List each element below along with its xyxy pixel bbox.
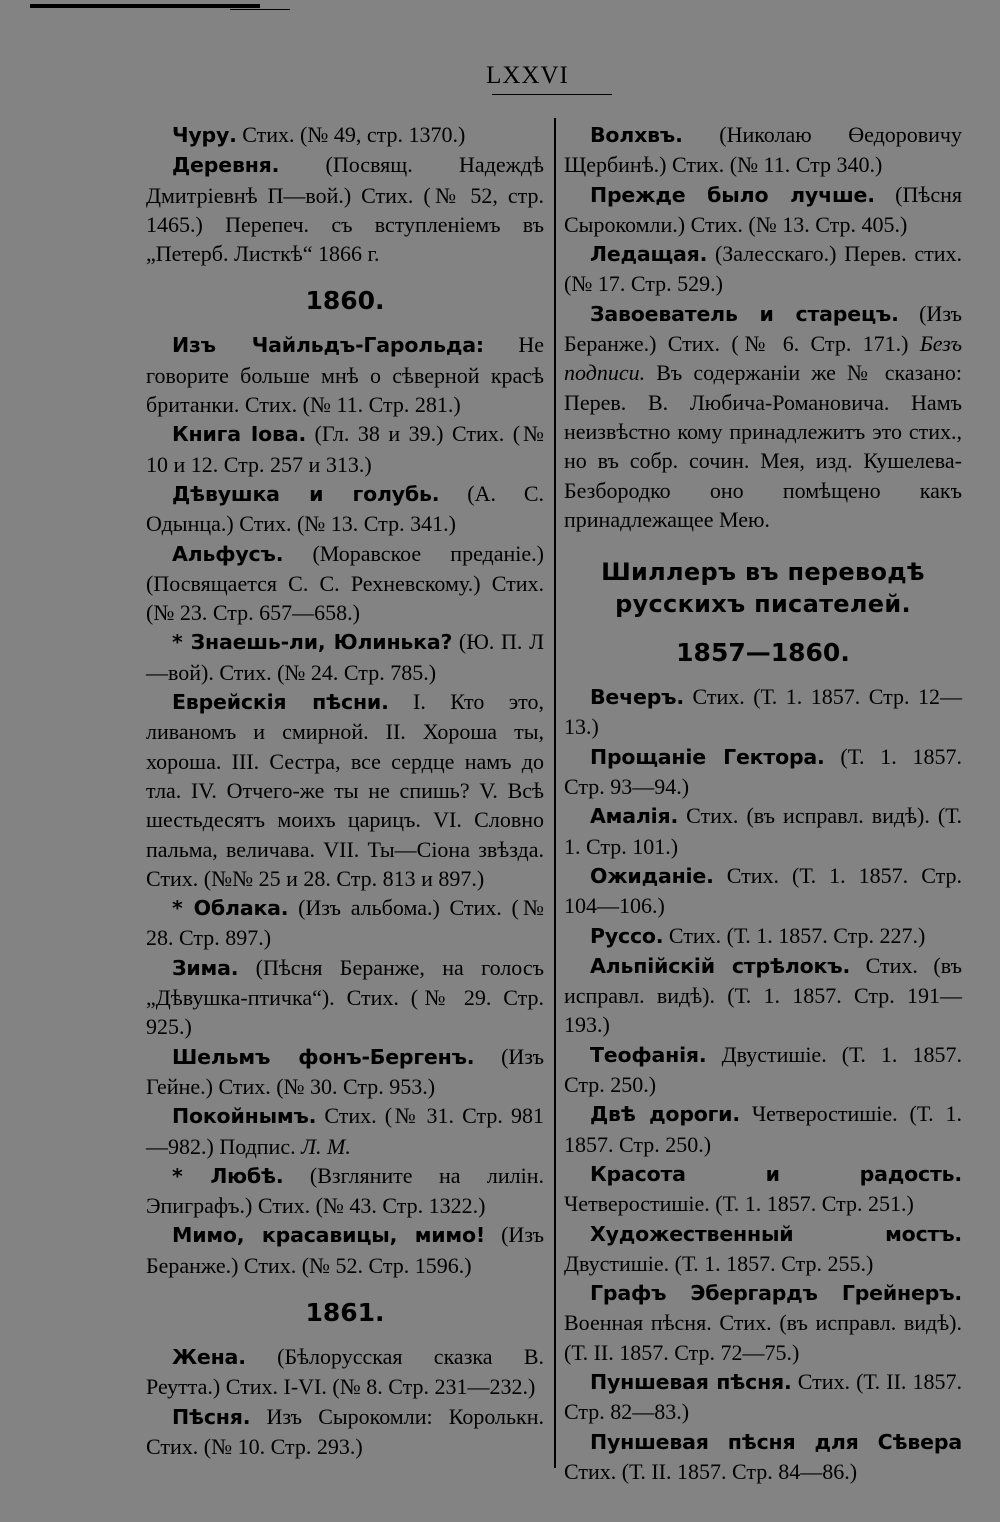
left-column xyxy=(146,120,544,1461)
entry-details: (Моравское преданіе.) (Посвящается С. С. Рехневскому.) Стих. (№ 23. Стр. 657—658.) xyxy=(146,540,544,626)
entry-title: Амалія. xyxy=(590,804,679,829)
index-entry xyxy=(146,1220,544,1280)
index-entry xyxy=(564,120,962,180)
entry-title: Прощаніе Гектора. xyxy=(590,744,825,769)
top-rule-thin xyxy=(230,9,290,10)
index-entry xyxy=(146,1342,544,1402)
index-entry xyxy=(146,953,544,1042)
section-title: Шиллеръ въ переводѣ русскихъ писателей. xyxy=(601,558,925,619)
column-divider xyxy=(554,118,556,1468)
entry-details: (Изъ Гейне.) Стих. (№ 30. Стр. 953.) xyxy=(146,1043,544,1099)
entry-details: (Изъ Беранже.) Стих. (№ 6. Стр. 171.) xyxy=(564,300,963,357)
entry-details: (Изъ Беранже.) Стих. (№ 52. Стр. 1596.) xyxy=(146,1222,545,1278)
entry-details: (Залесскаго.) Перев. стих. (№ 17. Стр. 529.) xyxy=(564,241,962,297)
entry-signature: Л. М. xyxy=(301,1133,351,1159)
entry-details: (Т. 1. 1857. Стр. 93—94.) xyxy=(564,743,963,800)
entry-title: Художественный мостъ. xyxy=(590,1221,962,1246)
entry-details: (Ю. П. Л—вой). Стих. (№ 24. Стр. 785.) xyxy=(146,629,544,685)
page-number: LXXVI xyxy=(486,62,569,89)
index-entry xyxy=(146,627,544,687)
index-entry xyxy=(564,239,962,299)
entry-title: Завоеватель и старецъ. xyxy=(590,301,899,326)
entry-title: Мимо, красавицы, мимо! xyxy=(172,1223,486,1248)
entry-details: Стих. (Т. 1. 1857. Стр. 227.) xyxy=(663,922,926,948)
index-entry xyxy=(146,1402,544,1462)
index-entry xyxy=(564,742,962,802)
index-entry xyxy=(146,330,544,419)
entry-title: * Облака. xyxy=(172,896,289,921)
entry-details: Четверостишіе. (Т. 1. 1857. Стр. 251.) xyxy=(564,1191,914,1217)
entry-details: (Пѣсня Беранже, на голосъ „Дѣвушка-птичка“). Стих. (№ 29. Стр. 925.) xyxy=(146,954,544,1040)
year-heading: 1857—1860. xyxy=(676,638,850,668)
entry-title: Ожиданіе. xyxy=(590,863,714,888)
entry-details: (Николаю Өедоровичу Щербинѣ.) Стих. (№ 11. Стр 340.) xyxy=(564,122,962,178)
index-entry xyxy=(146,419,544,479)
index-entry xyxy=(564,682,962,742)
entry-details: (Бѣлорусская сказка В. Реутта.) Стих. I-VI. (№ 8. Стр. 231—232.) xyxy=(146,1343,544,1400)
entry-title: Покойнымъ. xyxy=(172,1104,317,1129)
entry-title: Пѣсня. xyxy=(172,1404,251,1429)
index-entry xyxy=(146,120,544,150)
entry-title: Еврейскія пѣсни. xyxy=(172,690,389,715)
entry-title: * Любѣ. xyxy=(172,1163,284,1188)
index-entry xyxy=(564,861,962,921)
entry-title: Прежде было лучше. xyxy=(590,182,875,207)
entry-title: Изъ Чайльдъ-Гарольда: xyxy=(172,333,484,358)
entry-details: Не говорите больше мнѣ о сѣверной красѣ британки. Стих. (№ 11. Стр. 281.) xyxy=(146,332,544,418)
index-entry xyxy=(564,1040,962,1100)
index-entry xyxy=(564,801,962,861)
index-entry xyxy=(146,687,544,893)
entry-details: Четверостишіе. (Т. 1. 1857. Стр. 250.) xyxy=(564,1101,963,1157)
entry-details: I. Кто это, ливаномъ и смирной. II. Хороша ты, хороша. III. Сестра, все сердце намъ до тла. IV. Отчего-же ты не спишь? V. Всѣ шестьдесятъ моихъ царицъ. VI. Словно пальма, величава. VII. Ты—Сіона звѣзда. Стих. (№№ 25 и 28. Стр. 813 и 897.) xyxy=(146,689,544,891)
entry-details: (Взгляните на лилін. Эпиграфъ.) Стих. (№ 43. Стр. 1322.) xyxy=(146,1162,544,1219)
entry-details: (А. С. Одынца.) Стих. (№ 13. Стр. 341.) xyxy=(146,480,544,537)
entry-title: Графъ Эбергардъ Грейнеръ. xyxy=(590,1281,962,1306)
entry-details: Стих. (№ 31. Стр. 981—982.) Подпис. xyxy=(146,1103,544,1159)
entry-details: Двустишіе. (Т. 1. 1857. Стр. 255.) xyxy=(564,1250,874,1276)
index-entry xyxy=(146,1042,544,1102)
entry-details: Стих. (Т. II. 1857. Стр. 84—86.) xyxy=(564,1458,858,1484)
index-entry xyxy=(564,1219,962,1279)
index-entry xyxy=(564,951,962,1040)
entry-title: Альпійскій стрѣлокъ. xyxy=(590,953,851,978)
index-entry xyxy=(146,893,544,953)
entry-title: Шельмъ фонъ-Бергенъ. xyxy=(172,1044,475,1069)
index-entry xyxy=(146,1101,544,1161)
entry-title: Теофанія. xyxy=(590,1042,707,1067)
year-heading: 1861. xyxy=(305,1297,385,1327)
entry-details: (Гл. 38 и 39.) Стих. (№ 10 и 12. Стр. 257 и 313.) xyxy=(146,421,544,477)
index-entry xyxy=(564,1099,962,1159)
entry-title: Пуншевая пѣсня. xyxy=(590,1369,792,1394)
entry-note: Въ содержаніи же № сказано: Перев. В. Любича-Романовича. Намъ неизвѣстно кому принадлежитъ это стих., но въ собр. сочин. Мея, изд. Кушелева-Безбородко оно помѣщено какъ принадлежащее Мею. xyxy=(564,360,962,532)
entry-title: Пуншевая пѣсня для Сѣвера xyxy=(590,1429,962,1454)
page-number-rule xyxy=(492,94,612,95)
entry-details: Стих. (№ 49, стр. 1370.) xyxy=(236,122,466,147)
entry-details: Стих. (въ исправл. видѣ). (Т. 1. 1857. Стр. 191—193.) xyxy=(564,952,962,1038)
entry-title: Чуру. xyxy=(172,123,237,147)
index-entry xyxy=(564,1427,962,1487)
entry-details: Стих. (Т. II. 1857. Стр. 82—83.) xyxy=(564,1368,962,1425)
entry-title: Дѣвушка и голубь. xyxy=(172,481,440,506)
entry-title: Вечеръ. xyxy=(590,685,684,710)
year-heading: 1860. xyxy=(305,286,385,316)
entry-details: Двустишіе. (Т. 1. 1857. Стр. 250.) xyxy=(564,1041,962,1098)
entry-details: (Посвящ. Надеждѣ Дмитріевнѣ П—вой.) Стих. (№ 52, стр. 1465.) Перепеч. съ вступленіемъ въ „Петерб. Листкѣ“ 1866 г. xyxy=(146,152,544,267)
entry-details: Изъ Сырокомли: Королькн. Стих. (№ 10. Стр. 293.) xyxy=(146,1403,544,1459)
right-column xyxy=(564,120,962,1486)
entry-title: Руссо. xyxy=(590,923,664,948)
entry-details: (Изъ альбома.) Стих. (№ 28. Стр. 897.) xyxy=(146,895,544,951)
index-entry xyxy=(564,180,962,240)
entry-title: * Знаешь-ли, Юлинька? xyxy=(172,630,453,655)
entry-signature: Безъ подписи. xyxy=(564,331,962,386)
entry-title: Двѣ дороги. xyxy=(590,1102,740,1127)
index-entry xyxy=(146,1161,544,1221)
entry-title: Ледащая. xyxy=(590,242,708,267)
entry-details: (Пѣсня Сырокомли.) Стих. (№ 13. Стр. 405.) xyxy=(564,181,962,237)
entry-details: Стих. (Т. 1. 1857. Стр. 12—13.) xyxy=(564,684,962,740)
entry-title: Жена. xyxy=(172,1344,246,1369)
entry-title: Волхвъ. xyxy=(590,123,683,147)
index-entry xyxy=(564,1278,962,1367)
entry-title: Деревня. xyxy=(172,153,280,178)
index-entry xyxy=(564,921,962,951)
index-entry xyxy=(146,539,544,628)
entry-title: Зима. xyxy=(172,955,239,980)
index-entry xyxy=(564,1159,962,1219)
top-rule xyxy=(30,4,260,8)
index-entry xyxy=(564,1367,962,1427)
index-entry xyxy=(146,150,544,268)
entry-title: Альфусъ. xyxy=(172,541,284,566)
entry-title: Книга Іова. xyxy=(172,422,307,447)
entry-details: Стих. (Т. 1. 1857. Стр. 104—106.) xyxy=(564,862,962,919)
index-entry xyxy=(146,479,544,539)
entry-details: Военная пѣсня. Стих. (въ исправл. видѣ). (Т. II. 1857. Стр. 72—75.) xyxy=(564,1310,962,1365)
entry-title: Красота и радость. xyxy=(590,1161,962,1186)
index-entry xyxy=(564,299,962,534)
entry-details: Стих. (въ исправл. видѣ). (Т. 1. Стр. 101.) xyxy=(564,803,962,859)
